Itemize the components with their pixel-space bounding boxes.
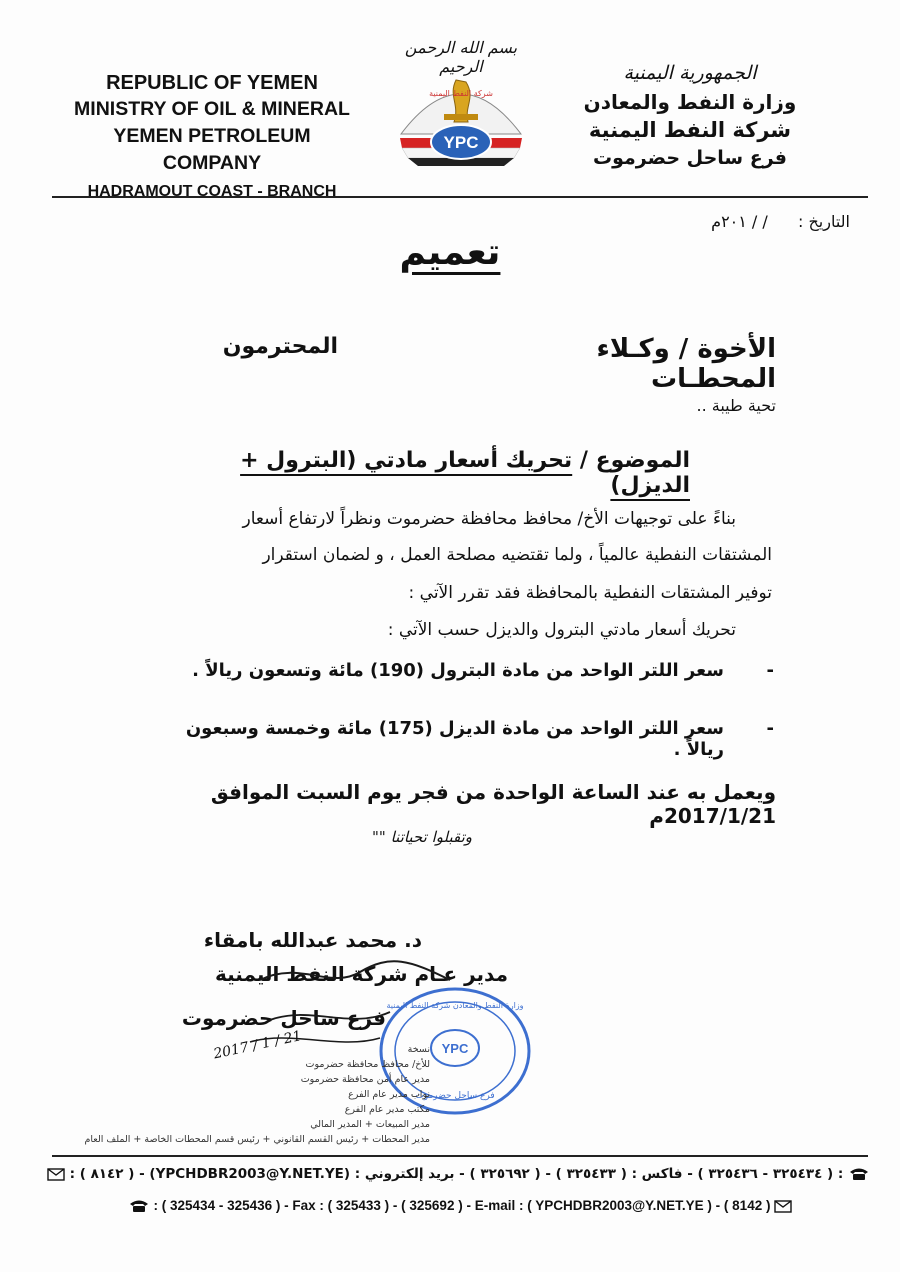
header-en-line-3: YEMEN PETROLEUM COMPANY [113,125,311,174]
header-ar-line-1: الجمهورية اليمنية [623,62,757,84]
price-item-petrol [164,660,774,681]
footer-divider [52,1155,868,1157]
price-item-diesel-text: سعر اللتر الواحد من مادة الديزل (175) مائة وخمسة وسبعون ريالاً . [185,718,724,760]
subject-line [170,448,690,498]
greeting: تحية طيبة .. [696,396,776,415]
cc-line-6: مدير المحطات + رئيس القسم القانوني + رئيس قسم المحطات الخاصة + الملف العام [84,1134,430,1145]
header-arabic [560,58,820,172]
cc-line-3: نواب مدير عام الفرع [348,1089,430,1100]
header-divider [52,196,868,198]
footer-english [50,1198,870,1213]
cc-line-1: للأخ/ محافظ محافظة حضرموت [305,1059,430,1070]
header-ar-line-2: وزارة النفط والمعادن [583,90,797,114]
logo-text: YPC [443,133,479,152]
stamp-outer-text: وزارة النفط والمعادن شركة النفط اليمنية [386,1001,524,1010]
date-value: / / ٢٠١م [711,212,768,231]
addressee: الأخوة / وكـلاء المحطـات [596,334,776,394]
signatory-role: مدير عـام شركة النفط اليمنية [214,962,508,986]
phone-icon [848,1167,870,1181]
subject-text: تحريك أسعار مادتي (البترول + الديزل) [240,448,690,498]
header-ar-line-3: شركة النفط اليمنية [588,118,792,142]
cc-title: نسخة [407,1044,430,1055]
footer-english-text: : ( 325434 - 325436 ) - Fax : ( 325433 ) - ( 325692 ) - E-mail : ( YPCHDBR2003@Y.NET.YE ) - ( 8142 ) [153,1198,771,1213]
footer-arabic-text: : ( ٣٢٥٤٣٤ - ٣٢٥٤٣٦ ) - فاكس : ( ٣٢٥٤٣٣ ) - ( ٣٢٥٦٩٢ ) - بريد إلكتروني : (YPCHDBR2003@Y.NET.YE) - ( ٨١٤٢ ) : [69,1166,844,1182]
document-title: تعميم [399,232,501,273]
footer-arabic [50,1166,870,1182]
cc-line-5: مدير المبيعات + المدير المالي [310,1119,430,1130]
price-item-petrol-text: سعر اللتر الواحد من مادة البترول (190) مائة وتسعون ريالاً . [192,660,724,681]
cc-line-2: مدير عام أمن محافظة حضرموت [300,1074,430,1085]
body-line-1: بناءً على توجيهات الأخ/ محافظ محافظة حضرموت ونظراً لارتفاع أسعار [242,509,736,529]
date-label: التاريخ : [797,212,850,231]
addressee-honorific: المحترمون [222,334,338,359]
body-line-4: تحريك أسعار مادتي البترول والديزل حسب الآتي : [387,620,736,640]
bullet-dash: - [766,718,774,739]
phone-icon [128,1199,150,1213]
header-english [62,70,362,207]
envelope-icon [47,1168,65,1181]
ypc-logo-icon [386,62,536,172]
body-line-3: توفير المشتقات النفطية بالمحافظة فقد تقرر الآتي : [408,583,772,603]
stamp-bottom-text: فرع ساحل حضرموت [415,1091,495,1101]
cc-list [84,1042,430,1147]
logo-arc-text: شركة النفط اليمنية [429,89,493,98]
header-en-line-4: HADRAMOUT COAST - BRANCH [87,183,337,200]
header-en-line-1: REPUBLIC OF YEMEN [106,72,318,94]
company-logo [386,62,536,172]
price-item-diesel [164,718,774,760]
date-line [590,212,850,231]
subject-label: الموضوع / [579,448,690,473]
stamp-center-text: YPC [441,1041,469,1056]
cc-line-4: مكتب مدير عام الفرع [344,1104,430,1115]
signatory-name: د. محمد عبدالله بامقاء [203,928,422,952]
body-line-2: المشتقات النفطية عالمياً ، ولما تقتضيه مصلحة العمل ، و لضمان استقرار [262,545,772,565]
effective-date: ويعمل به عند الساعة الواحدة من فجر يوم السبت الموافق 2017/1/21م [210,780,776,828]
signatory-branch: فرع ساحل حضرموت [181,1006,386,1030]
header-en-line-2: MINISTRY OF OIL & MINERAL [74,98,350,120]
basmala: بسم الله الرحمن الرحيم [404,38,518,76]
closing-line: وتقبلوا تحياتنا "" [372,828,472,846]
bullet-dash: - [766,660,774,681]
envelope-icon [774,1200,792,1213]
header-ar-line-4: فرع ساحل حضرموت [593,147,787,169]
handwritten-date: 2017 / 1 / 21 [212,1028,304,1063]
